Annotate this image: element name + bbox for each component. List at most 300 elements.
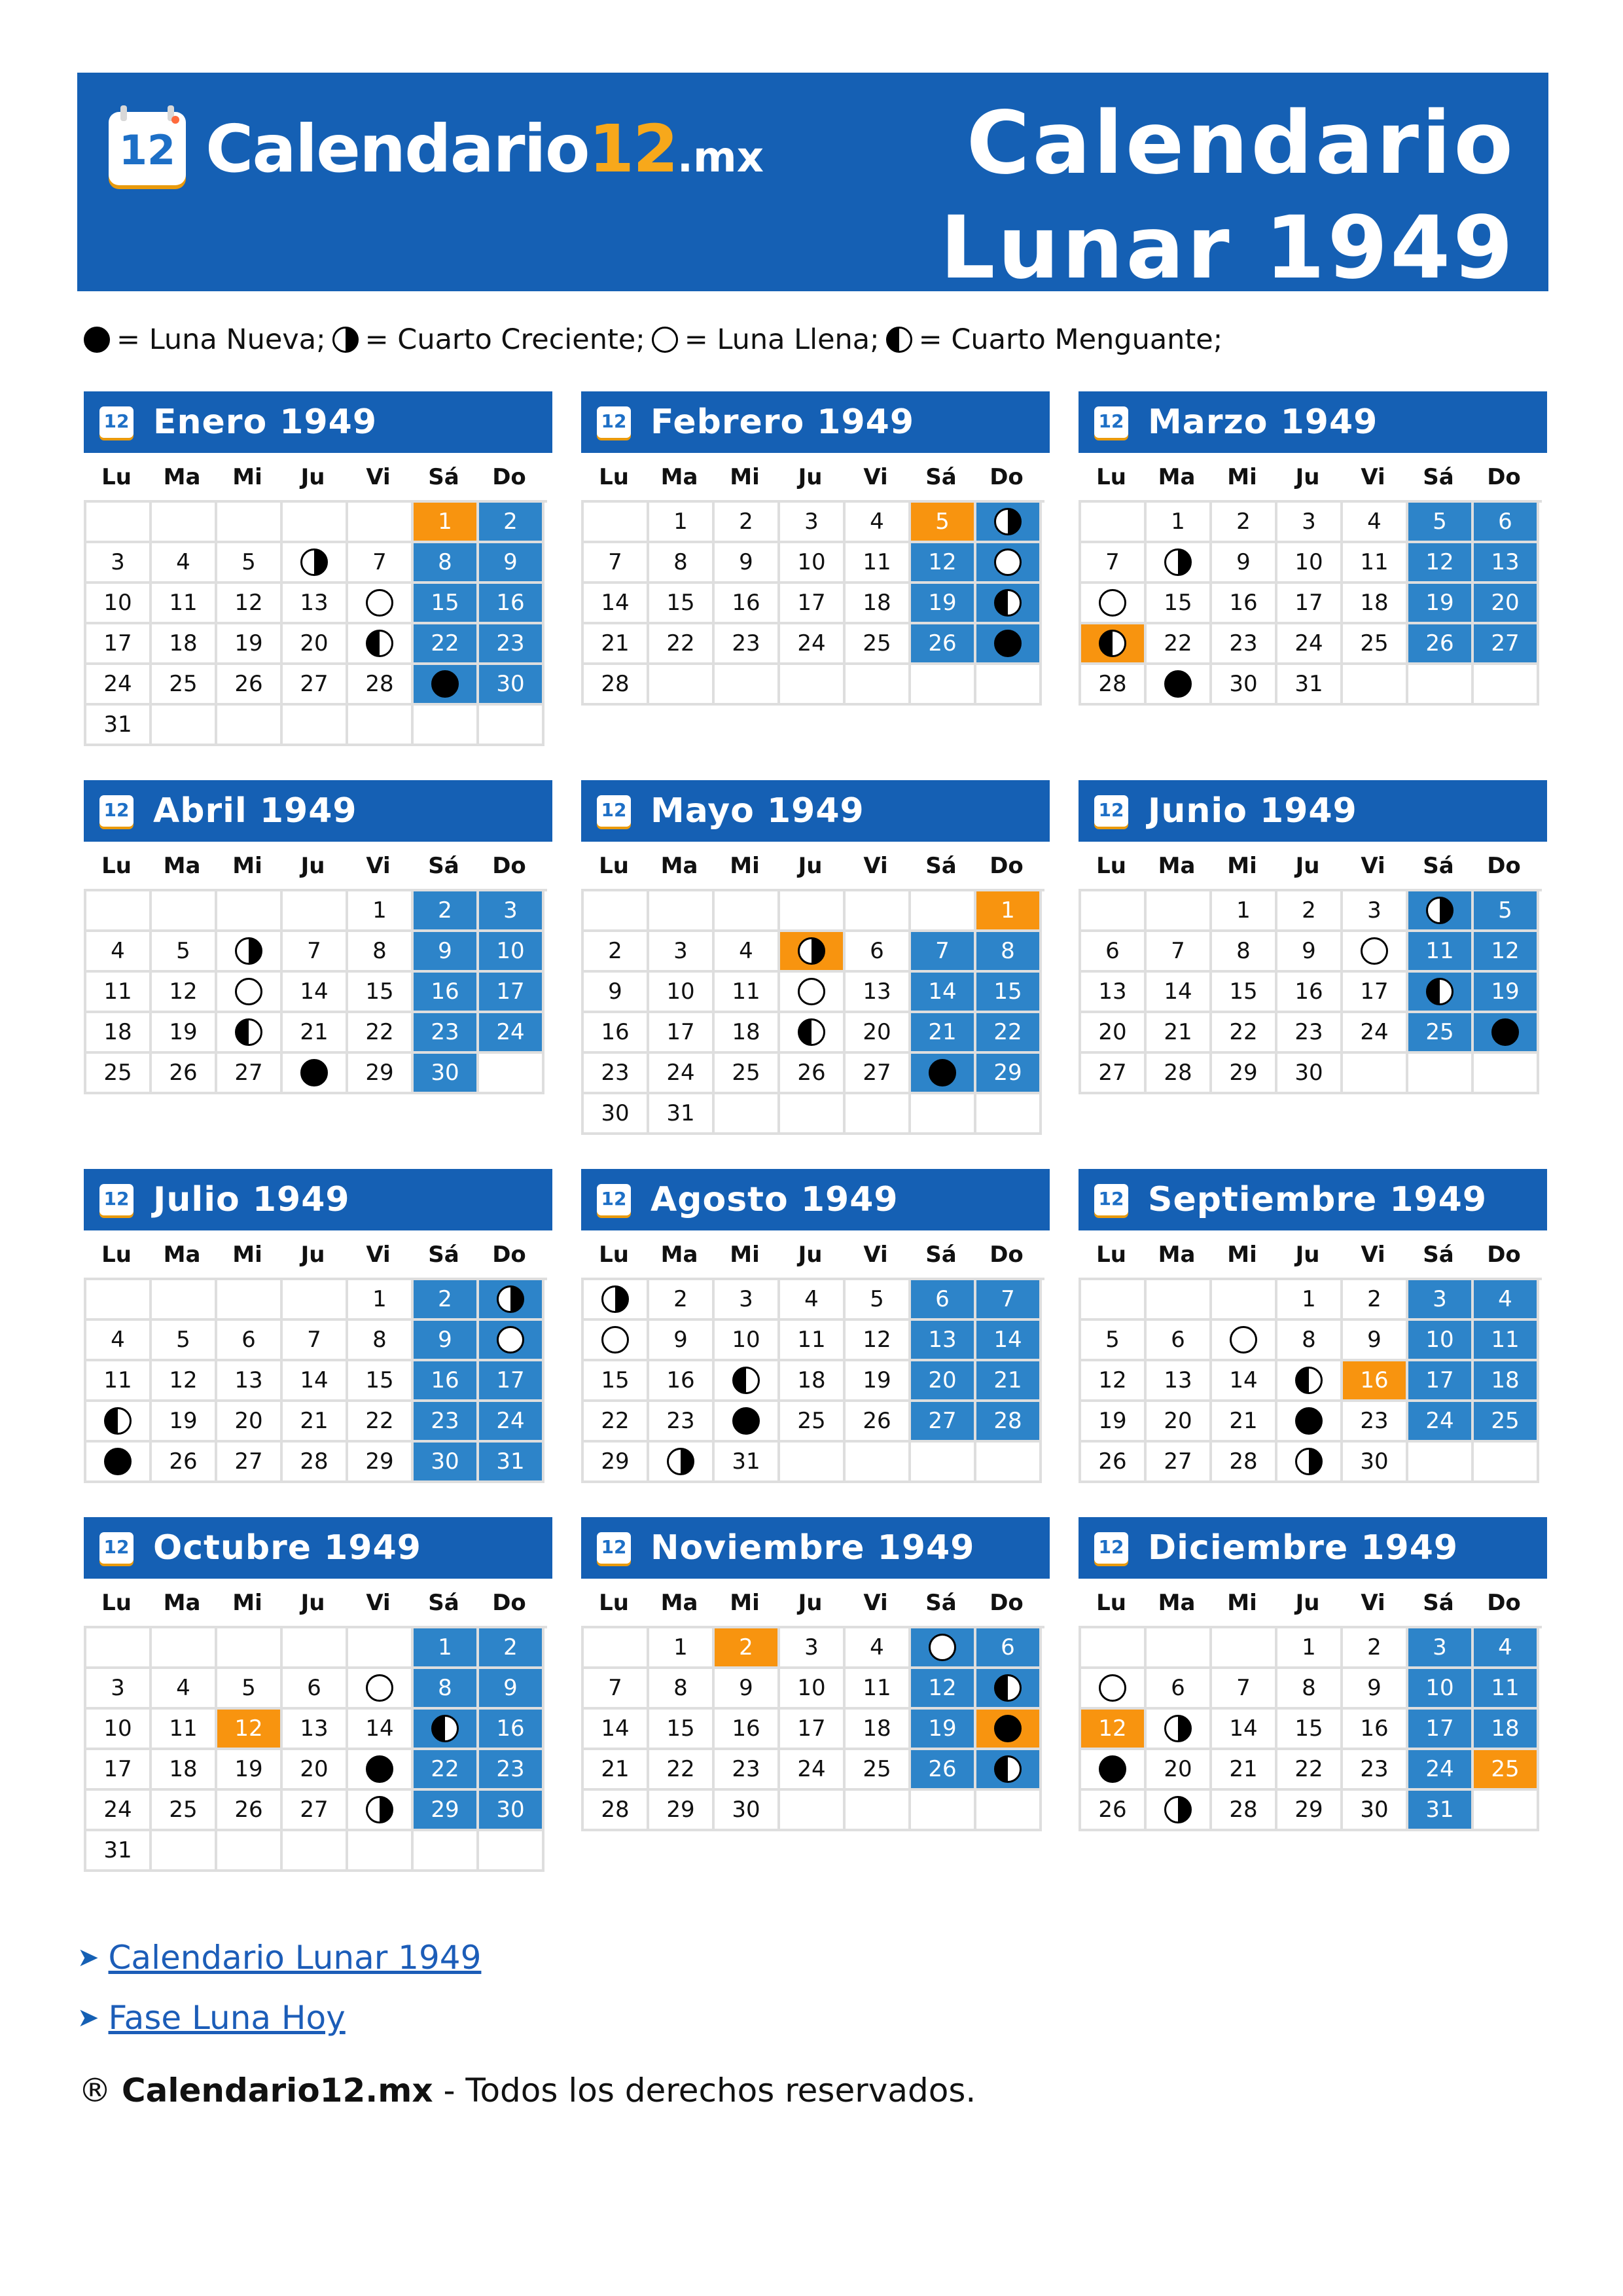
day-cell: 15	[649, 584, 715, 624]
day-cell: 31	[715, 1443, 780, 1483]
day-cell: 18	[1474, 1361, 1539, 1402]
empty-day-cell	[479, 706, 544, 746]
day-cell: 16	[1343, 1710, 1408, 1750]
day-cell: 30	[715, 1791, 780, 1831]
full-moon-icon	[652, 327, 678, 353]
day-cell: 10	[479, 932, 544, 973]
day-cell-moon	[1081, 1750, 1147, 1791]
empty-day-cell	[911, 891, 976, 932]
day-cell: 15	[414, 584, 479, 624]
empty-day-cell	[283, 1628, 348, 1669]
day-cell: 23	[479, 1750, 544, 1791]
empty-day-cell	[152, 1628, 217, 1669]
day-cell: 17	[1408, 1361, 1474, 1402]
day-cell: 3	[86, 1669, 152, 1710]
day-cell: 12	[152, 973, 217, 1013]
weekday-label: Do	[990, 1242, 1024, 1268]
day-cell: 4	[1474, 1280, 1539, 1321]
new-moon-icon	[1295, 1407, 1323, 1435]
empty-day-cell	[86, 1280, 152, 1321]
empty-day-cell	[1212, 1280, 1277, 1321]
day-cell: 8	[414, 543, 479, 584]
weekday-label: Sá	[428, 464, 459, 490]
first-quarter-icon	[235, 937, 262, 965]
day-cell: 14	[976, 1321, 1042, 1361]
day-cell: 17	[479, 973, 544, 1013]
new-moon-icon	[366, 1755, 393, 1783]
day-cell: 17	[1408, 1710, 1474, 1750]
weekday-label: Mi	[1227, 853, 1257, 879]
day-cell-moon	[715, 1361, 780, 1402]
weekday-label: Ju	[1295, 1590, 1320, 1616]
day-cell: 24	[1408, 1402, 1474, 1443]
last-quarter-icon	[235, 1018, 262, 1046]
day-cell: 8	[649, 543, 715, 584]
weekday-label: Lu	[599, 853, 629, 879]
day-cell: 22	[584, 1402, 649, 1443]
empty-day-cell	[152, 706, 217, 746]
day-grid	[581, 889, 1044, 1135]
day-cell: 2	[715, 1628, 780, 1669]
calendar-icon-number: 12	[103, 410, 130, 432]
day-cell-moon	[86, 1402, 152, 1443]
day-cell: 13	[217, 1361, 283, 1402]
day-cell: 22	[348, 1402, 414, 1443]
new-moon-icon	[431, 670, 459, 698]
day-cell: 11	[86, 973, 152, 1013]
weekday-label: Ju	[300, 853, 325, 879]
day-cell: 7	[348, 543, 414, 584]
day-cell: 19	[1474, 973, 1539, 1013]
day-cell: 6	[1081, 932, 1147, 973]
weekday-header-row	[581, 1230, 1050, 1278]
day-cell: 20	[283, 624, 348, 665]
day-cell: 20	[283, 1750, 348, 1791]
weekday-label: Lu	[1096, 1242, 1126, 1268]
day-grid	[84, 1278, 547, 1483]
day-grid	[84, 500, 547, 746]
weekday-label: Lu	[1096, 464, 1126, 490]
day-cell-moon	[976, 584, 1042, 624]
weekday-label: Do	[1487, 1590, 1521, 1616]
full-moon-icon	[601, 1326, 629, 1354]
day-cell: 19	[1081, 1402, 1147, 1443]
day-cell: 4	[780, 1280, 846, 1321]
day-cell-moon	[1343, 932, 1408, 973]
day-cell: 16	[414, 1361, 479, 1402]
day-cell: 28	[1212, 1791, 1277, 1831]
day-cell: 30	[479, 1791, 544, 1831]
weekday-header-row	[84, 453, 552, 500]
day-cell: 27	[1474, 624, 1539, 665]
day-cell: 13	[1081, 973, 1147, 1013]
link-lunar-calendar[interactable]: Calendario Lunar 1949	[108, 1939, 482, 1977]
weekday-label: Mi	[730, 1242, 760, 1268]
day-cell: 5	[846, 1280, 911, 1321]
first-quarter-icon	[1295, 1448, 1323, 1475]
day-cell: 24	[479, 1402, 544, 1443]
day-cell: 1	[649, 503, 715, 543]
day-cell: 12	[1081, 1361, 1147, 1402]
day-cell: 29	[348, 1054, 414, 1094]
day-cell: 26	[846, 1402, 911, 1443]
day-cell: 3	[780, 1628, 846, 1669]
empty-day-cell	[414, 1831, 479, 1872]
footer-rights-text: - Todos los derechos reservados.	[433, 2072, 976, 2109]
first-quarter-icon	[497, 1285, 524, 1313]
empty-day-cell	[1343, 1054, 1408, 1094]
empty-day-cell	[283, 891, 348, 932]
day-grid	[581, 1626, 1044, 1831]
weekday-label: Do	[492, 853, 526, 879]
day-cell: 9	[479, 543, 544, 584]
day-cell: 26	[1081, 1443, 1147, 1483]
weekday-label: Mi	[232, 853, 262, 879]
day-cell: 28	[1212, 1443, 1277, 1483]
day-cell: 4	[846, 503, 911, 543]
day-cell: 23	[1212, 624, 1277, 665]
day-cell: 19	[217, 1750, 283, 1791]
empty-day-cell	[152, 891, 217, 932]
empty-day-cell	[1147, 891, 1212, 932]
day-cell: 26	[911, 1750, 976, 1791]
day-cell: 20	[1474, 584, 1539, 624]
day-cell: 25	[1408, 1013, 1474, 1054]
weekday-label: Vi	[1361, 1590, 1385, 1616]
day-cell: 25	[715, 1054, 780, 1094]
day-cell: 5	[1408, 503, 1474, 543]
day-cell: 12	[911, 1669, 976, 1710]
day-cell-moon	[283, 543, 348, 584]
day-cell: 1	[1277, 1280, 1343, 1321]
weekday-label: Ju	[798, 1590, 823, 1616]
day-cell-moon	[217, 973, 283, 1013]
day-cell: 2	[414, 891, 479, 932]
day-cell: 2	[1277, 891, 1343, 932]
calendar-icon	[1094, 406, 1128, 438]
empty-day-cell	[283, 1831, 348, 1872]
weekday-label: Do	[1487, 464, 1521, 490]
day-cell: 30	[1277, 1054, 1343, 1094]
full-moon-icon	[235, 978, 262, 1005]
month-title: Marzo 1949	[1148, 403, 1378, 442]
full-moon-icon	[1361, 937, 1388, 965]
day-cell: 2	[1343, 1280, 1408, 1321]
day-cell: 12	[152, 1361, 217, 1402]
day-cell: 30	[414, 1054, 479, 1094]
empty-day-cell	[217, 503, 283, 543]
day-cell: 23	[1343, 1750, 1408, 1791]
day-cell: 9	[1343, 1321, 1408, 1361]
weekday-label: Ma	[163, 1590, 201, 1616]
last-quarter-icon	[366, 630, 393, 657]
weekday-label: Sá	[925, 1242, 957, 1268]
day-cell-moon	[217, 1013, 283, 1054]
day-cell: 9	[1277, 932, 1343, 973]
weekday-label: Mi	[730, 853, 760, 879]
empty-day-cell	[1147, 1628, 1212, 1669]
weekday-label: Ma	[163, 464, 201, 490]
day-cell: 4	[86, 932, 152, 973]
day-cell: 8	[649, 1669, 715, 1710]
weekday-label: Lu	[101, 853, 132, 879]
day-cell: 18	[152, 1750, 217, 1791]
weekday-header-row	[1079, 842, 1547, 889]
empty-day-cell	[348, 1831, 414, 1872]
calendar-icon	[99, 406, 134, 438]
day-cell: 4	[152, 543, 217, 584]
weekday-label: Do	[1487, 1242, 1521, 1268]
weekday-label: Ju	[798, 853, 823, 879]
empty-day-cell	[1408, 1443, 1474, 1483]
day-cell-moon	[1408, 891, 1474, 932]
day-cell-moon	[780, 1013, 846, 1054]
day-cell: 6	[1147, 1669, 1212, 1710]
day-cell: 30	[1343, 1791, 1408, 1831]
weekday-label: Vi	[1361, 464, 1385, 490]
empty-day-cell	[1081, 891, 1147, 932]
day-cell: 29	[1212, 1054, 1277, 1094]
month-title: Mayo 1949	[651, 791, 865, 831]
day-cell-moon	[348, 1750, 414, 1791]
weekday-label: Do	[990, 1590, 1024, 1616]
day-cell: 11	[152, 1710, 217, 1750]
empty-day-cell	[283, 503, 348, 543]
day-cell: 22	[1277, 1750, 1343, 1791]
day-cell: 1	[976, 891, 1042, 932]
arrow-right-icon: ➤	[77, 1943, 99, 1973]
day-cell-moon	[1081, 1669, 1147, 1710]
empty-day-cell	[479, 1054, 544, 1094]
day-cell: 31	[479, 1443, 544, 1483]
calendar-icon-number: 12	[1098, 799, 1124, 821]
first-quarter-icon	[300, 548, 328, 576]
day-cell: 4	[1343, 503, 1408, 543]
day-cell: 4	[152, 1669, 217, 1710]
day-cell: 17	[1343, 973, 1408, 1013]
empty-day-cell	[86, 503, 152, 543]
weekday-label: Ju	[798, 464, 823, 490]
new-moon-icon	[994, 630, 1022, 657]
weekday-label: Sá	[925, 1590, 957, 1616]
day-cell: 1	[348, 891, 414, 932]
day-cell-moon	[1147, 1791, 1212, 1831]
day-cell-moon	[1081, 584, 1147, 624]
empty-day-cell	[846, 665, 911, 706]
day-cell: 23	[479, 624, 544, 665]
day-cell: 7	[283, 932, 348, 973]
new-moon-icon	[300, 1059, 328, 1086]
day-cell: 26	[152, 1443, 217, 1483]
weekday-label: Ma	[163, 1242, 201, 1268]
day-cell: 6	[976, 1628, 1042, 1669]
month-title: Septiembre 1949	[1148, 1180, 1488, 1219]
day-cell: 20	[1147, 1402, 1212, 1443]
day-cell: 11	[152, 584, 217, 624]
calendar-icon	[597, 1184, 631, 1215]
day-cell: 5	[217, 1669, 283, 1710]
empty-day-cell	[217, 1628, 283, 1669]
legend-label: = Cuarto Menguante;	[918, 323, 1223, 356]
day-grid	[1079, 1626, 1542, 1831]
empty-day-cell	[911, 1443, 976, 1483]
day-cell: 27	[911, 1402, 976, 1443]
last-quarter-icon	[886, 327, 912, 353]
day-cell-moon	[348, 1669, 414, 1710]
calendar-icon-number: 12	[601, 1536, 627, 1558]
empty-day-cell	[976, 665, 1042, 706]
day-cell: 23	[715, 1750, 780, 1791]
day-cell: 20	[217, 1402, 283, 1443]
day-cell-moon	[780, 973, 846, 1013]
weekday-label: Do	[492, 1590, 526, 1616]
empty-day-cell	[152, 1280, 217, 1321]
day-cell: 3	[780, 503, 846, 543]
day-cell: 18	[780, 1361, 846, 1402]
last-quarter-icon	[1426, 978, 1454, 1005]
day-cell: 1	[1277, 1628, 1343, 1669]
full-moon-icon	[366, 1674, 393, 1702]
day-cell: 31	[86, 706, 152, 746]
month-header	[1079, 391, 1547, 453]
day-grid	[1079, 500, 1542, 706]
month-title: Febrero 1949	[651, 403, 915, 442]
day-cell: 3	[1408, 1628, 1474, 1669]
day-cell: 31	[1408, 1791, 1474, 1831]
day-cell: 17	[86, 624, 152, 665]
day-cell: 1	[1212, 891, 1277, 932]
weekday-label: Vi	[1361, 1242, 1385, 1268]
month-title: Diciembre 1949	[1148, 1528, 1459, 1568]
empty-day-cell	[1474, 1054, 1539, 1094]
empty-day-cell	[976, 1443, 1042, 1483]
month-header	[84, 1517, 552, 1579]
link-moon-today[interactable]: Fase Luna Hoy	[108, 1999, 346, 2037]
empty-day-cell	[780, 1094, 846, 1135]
month-calendar	[84, 391, 552, 746]
month-header	[1079, 1169, 1547, 1230]
last-quarter-icon	[1295, 1367, 1323, 1394]
empty-day-cell	[348, 706, 414, 746]
weekday-label: Mi	[730, 464, 760, 490]
calendar-icon-number: 12	[103, 799, 130, 821]
page-title-line-2: Lunar 1949	[940, 198, 1516, 298]
day-cell: 27	[217, 1443, 283, 1483]
day-cell: 9	[414, 932, 479, 973]
day-cell-moon	[479, 1280, 544, 1321]
month-calendar	[581, 391, 1050, 706]
day-cell-moon	[348, 584, 414, 624]
day-cell: 12	[1408, 543, 1474, 584]
weekday-label: Ma	[1158, 464, 1196, 490]
weekday-label: Vi	[863, 853, 888, 879]
day-cell-moon	[1277, 1361, 1343, 1402]
day-cell: 15	[649, 1710, 715, 1750]
day-cell: 21	[1212, 1750, 1277, 1791]
month-header	[1079, 1517, 1547, 1579]
month-header	[1079, 780, 1547, 842]
first-quarter-icon	[994, 508, 1022, 535]
month-header	[84, 780, 552, 842]
site-logo[interactable]	[109, 109, 764, 188]
day-cell: 12	[217, 1710, 283, 1750]
day-cell: 5	[217, 543, 283, 584]
month-calendar	[581, 780, 1050, 1135]
weekday-label: Sá	[428, 1242, 459, 1268]
day-cell: 8	[976, 932, 1042, 973]
logo-wordmark	[205, 111, 764, 187]
empty-day-cell	[348, 503, 414, 543]
day-cell: 29	[584, 1443, 649, 1483]
empty-day-cell	[1147, 1280, 1212, 1321]
empty-day-cell	[283, 1280, 348, 1321]
day-cell-moon	[649, 1443, 715, 1483]
calendar-icon-number: 12	[103, 1188, 130, 1210]
weekday-label: Sá	[428, 853, 459, 879]
weekday-label: Sá	[1423, 1242, 1454, 1268]
day-cell: 28	[1147, 1054, 1212, 1094]
day-cell: 24	[86, 665, 152, 706]
weekday-label: Lu	[1096, 853, 1126, 879]
day-cell: 6	[1474, 503, 1539, 543]
day-cell: 8	[1277, 1321, 1343, 1361]
weekday-label: Sá	[1423, 853, 1454, 879]
calendar-icon	[597, 406, 631, 438]
legend-item	[886, 323, 1230, 356]
empty-day-cell	[911, 1791, 976, 1831]
day-cell: 26	[780, 1054, 846, 1094]
weekday-label: Ju	[798, 1242, 823, 1268]
day-cell: 22	[1147, 624, 1212, 665]
day-cell: 30	[414, 1443, 479, 1483]
weekday-header-row	[84, 1579, 552, 1626]
day-cell-moon	[86, 1443, 152, 1483]
day-cell: 7	[584, 543, 649, 584]
calendar-icon	[1094, 1532, 1128, 1564]
footer-brand: Calendario12.mx	[121, 2072, 433, 2109]
weekday-label: Mi	[1227, 1242, 1257, 1268]
day-cell: 7	[1212, 1669, 1277, 1710]
day-cell: 16	[479, 1710, 544, 1750]
empty-day-cell	[846, 1094, 911, 1135]
month-header	[581, 1169, 1050, 1230]
full-moon-icon	[798, 978, 825, 1005]
copyright-footer	[79, 2072, 976, 2109]
empty-day-cell	[780, 891, 846, 932]
day-cell: 19	[911, 1710, 976, 1750]
day-cell: 15	[348, 1361, 414, 1402]
first-quarter-icon	[366, 1796, 393, 1823]
weekday-label: Mi	[1227, 464, 1257, 490]
day-cell-moon	[715, 1402, 780, 1443]
empty-day-cell	[715, 891, 780, 932]
day-cell: 13	[911, 1321, 976, 1361]
month-calendar	[84, 1517, 552, 1872]
weekday-header-row	[1079, 1579, 1547, 1626]
day-cell: 24	[1343, 1013, 1408, 1054]
day-cell: 11	[1474, 1321, 1539, 1361]
arrow-right-icon: ➤	[77, 2003, 99, 2033]
day-grid	[84, 1626, 547, 1872]
link-row-lunar-calendar	[77, 1928, 481, 1988]
day-cell: 11	[86, 1361, 152, 1402]
weekday-label: Ju	[300, 464, 325, 490]
day-cell: 26	[217, 665, 283, 706]
day-cell: 15	[976, 973, 1042, 1013]
empty-day-cell	[1474, 1791, 1539, 1831]
month-calendar	[581, 1517, 1050, 1831]
day-cell: 27	[283, 1791, 348, 1831]
